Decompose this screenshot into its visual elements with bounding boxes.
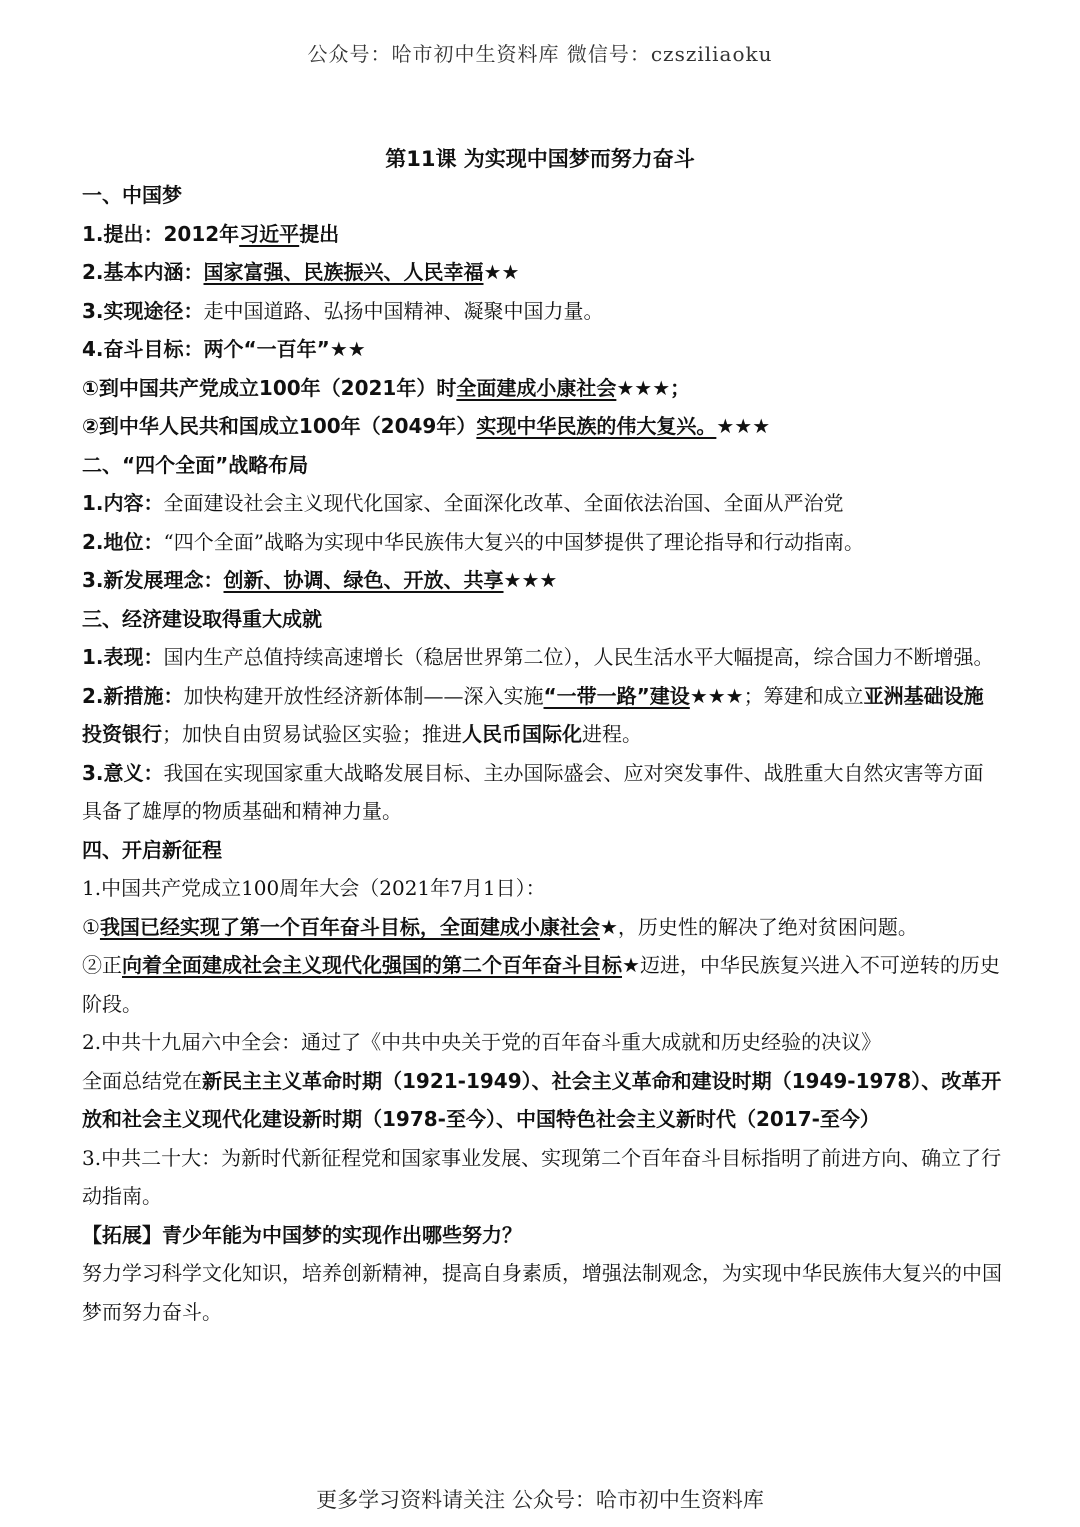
item-second-goal (82, 946, 1002, 1023)
goal-text: ； (670, 375, 691, 400)
item-highlight: 亚洲基础设施投资银行 (82, 683, 984, 746)
item-label: 3.意义： (82, 760, 164, 785)
item-content: 我国在实现国家重大战略发展目标、主办国际盛会、应对突发事件、战胜重大自然灾害等方面具备了雄厚的物质基础和精神力量。 (82, 760, 984, 823)
item-highlight: 新民主主义革命时期（1921-1949）、社会主义革命和建设时期（1949-1978）、改革开放和社会主义现代化建设新时期（1978-至今）、中国特色社会主义新时代（2017-至今） (82, 1068, 1002, 1131)
document-body (82, 176, 1002, 1331)
item-text: 提出 (299, 221, 340, 246)
goal-text: ①到中国共产党成立100年（2021年）时 (82, 375, 457, 400)
item-label: 2.新措施： (82, 683, 184, 708)
lesson-title: 第11课 为实现中国梦而努力奋斗 (385, 147, 695, 171)
page-footer: 更多学习资料请关注 公众号：哈市初中生资料库 (316, 1488, 764, 1512)
item-new-measures (82, 677, 1002, 754)
importance-stars: ★★ (483, 260, 520, 284)
item-text: 加快构建开放性经济新体制——深入实施 (183, 683, 544, 708)
item-name: 习近平 (239, 221, 300, 246)
importance-stars: ★★★ (503, 568, 558, 592)
item-text: ，历史性的解决了绝对贫困问题。 (617, 914, 918, 939)
item-text: 全面总结党在 (82, 1068, 202, 1093)
importance-star: ★ (599, 914, 618, 939)
item-first-goal (82, 908, 1002, 947)
goal-highlight: 实现中华民族的伟大复兴。 (476, 414, 717, 438)
item-content: 创新、协调、绿色、开放、共享 (223, 568, 504, 592)
importance-stars: ★★★ (616, 375, 671, 400)
item-realization-path (82, 292, 1002, 331)
item-text: ；加快自由贸易试验区实验；推进 (162, 722, 462, 746)
section-heading-four-comprehensives: 二、“四个全面”战略布局 (82, 452, 309, 477)
item-text: ① (82, 914, 100, 939)
item-label: 3.实现途径： (82, 298, 204, 323)
item-highlight: 我国已经实现了第一个百年奋斗目标，全面建成小康社会 (99, 914, 600, 939)
extension-heading: 【拓展】青少年能为中国梦的实现作出哪些努力？ (82, 1222, 522, 1247)
item-label: 1.提出： (82, 221, 164, 246)
importance-stars: ★★★ (689, 683, 744, 708)
item-basic-connotation (82, 253, 1002, 292)
item-content: 国家富强、民族振兴、人民幸福 (203, 260, 484, 284)
item-sixth-plenary: 2.中共十九届六中全会：通过了《中共中央关于党的百年奋斗重大成就和历史经验的决议》 (82, 1030, 882, 1054)
item-twentieth-congress: 3.中共二十大：为新时代新征程党和国家事业发展、实现第二个百年奋斗目标指明了前进方向、确立了行动指南。 (82, 1145, 1002, 1208)
item-historical-periods (82, 1062, 1002, 1139)
item-text: ②正 (82, 953, 122, 977)
section-heading-china-dream: 一、中国梦 (82, 183, 182, 207)
item-highlight: 向着全面建成社会主义现代化强国的第二个百年奋斗目标 (122, 953, 622, 977)
goal-highlight: 全面建成小康社会 (456, 375, 617, 400)
goal-text: ②到中华人民共和国成立100年（2049年） (82, 414, 477, 438)
item-performance (82, 638, 1002, 677)
section-heading-economic-achievements: 三、经济建设取得重大成就 (82, 606, 322, 631)
item-label: 1.内容： (82, 491, 164, 515)
item-label: 3.新发展理念： (82, 568, 224, 592)
item-contents (82, 484, 1002, 523)
item-highlight: 人民币国际化 (462, 722, 582, 746)
section-heading-new-journey: 四、开启新征程 (82, 837, 222, 862)
importance-stars: ★★ (329, 337, 366, 361)
goal-two (82, 407, 1002, 446)
item-content: 国内生产总值持续高速增长（稳居世界第二位），人民生活水平大幅提高，综合国力不断增强。 (163, 645, 994, 669)
extension-content: 努力学习科学文化知识，培养创新精神，提高自身素质，增强法制观念，为实现中华民族伟大复兴的中国梦而努力奋斗。 (82, 1261, 1002, 1324)
item-content: “四个全面”战略为实现中华民族伟大复兴的中国梦提供了理论指导和行动指南。 (163, 529, 864, 554)
item-text: 进程。 (582, 722, 642, 746)
goal-one (82, 369, 1002, 408)
item-content: 走中国道路、弘扬中国精神、凝聚中国力量。 (203, 298, 604, 323)
item-label: 4.奋斗目标：两个“一百年” (82, 337, 330, 361)
item-text: 2012年 (163, 221, 240, 246)
item-development-concept (82, 561, 1002, 600)
item-status (82, 523, 1002, 562)
item-text: 迈进，中华民族复兴进入不可逆转的历史阶段。 (82, 953, 1000, 1016)
page-header-watermark: 公众号：哈市初中生资料库 微信号：czsziliaoku (307, 42, 773, 66)
importance-stars: ★★★ (716, 414, 771, 438)
item-content: 全面建设社会主义现代化国家、全面深化改革、全面依法治国、全面从严治党 (163, 491, 844, 515)
importance-star: ★ (622, 953, 640, 977)
item-centenary-conference: 1.中国共产党成立100周年大会（2021年7月1日）： (82, 876, 546, 900)
item-text: ；筹建和成立 (743, 683, 864, 708)
item-label: 1.表现： (82, 645, 164, 669)
item-label: 2.地位： (82, 529, 164, 554)
item-significance (82, 754, 1002, 831)
item-label: 2.基本内涵： (82, 260, 204, 284)
item-highlight: “一带一路”建设 (543, 683, 690, 708)
item-proposal (82, 215, 1002, 254)
item-goals (82, 330, 1002, 369)
